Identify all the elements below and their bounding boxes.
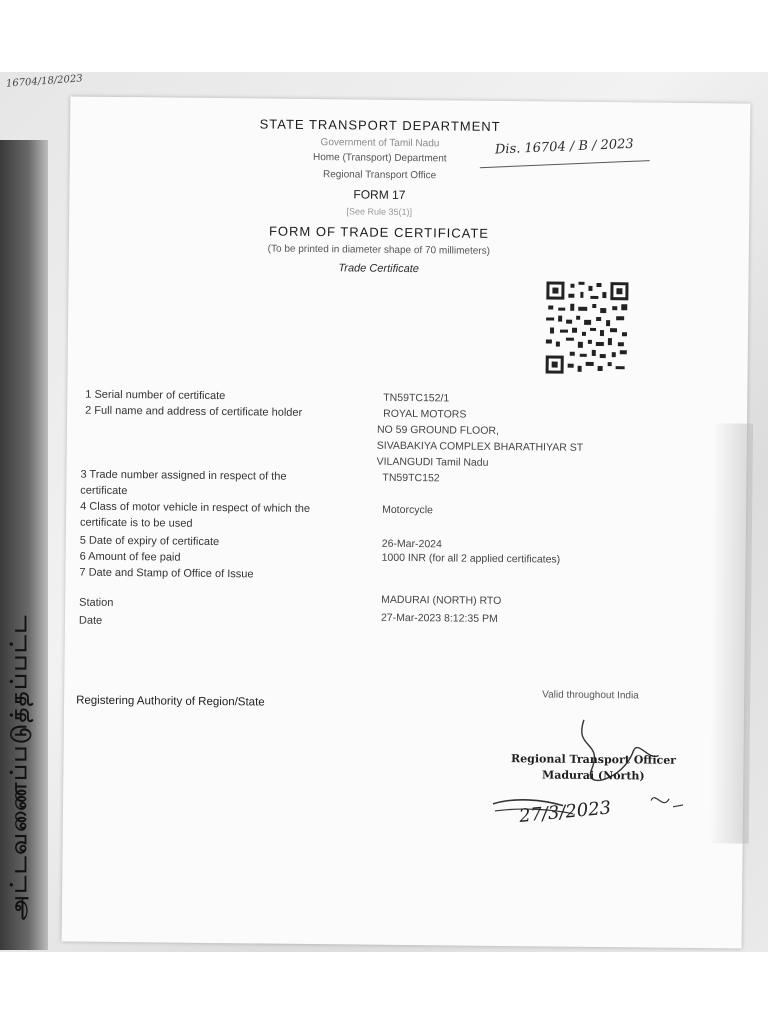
field-value: TN59TC152 — [382, 471, 440, 485]
field-label: 1 Serial number of certificate — [85, 388, 226, 403]
side-strip-text: அட்டவணைப்படுத்தப்பட்ட — [7, 613, 32, 920]
date-value: 27-Mar-2023 8:12:35 PM — [380, 611, 498, 625]
station-value: MADURAI (NORTH) RTO — [381, 593, 502, 608]
field-label: certificate is to be used — [79, 516, 193, 530]
field-label: 6 Amount of fee paid — [79, 550, 181, 564]
home-department-line: Home (Transport) Department — [312, 152, 447, 165]
handwritten-date: 27/3/2023 — [518, 797, 613, 827]
field-value: ROYAL MOTORS — [383, 407, 467, 421]
qr-code — [544, 279, 631, 376]
top-handwritten-note: 16704/18/2023 — [5, 73, 84, 90]
field-value: VILANGUDI Tamil Nadu — [376, 455, 489, 469]
government-line: Government of Tamil Nadu — [320, 137, 440, 150]
field-label: 2 Full name and address of certificate holder — [85, 404, 303, 419]
form-subtitle: (To be printed in diameter shape of 70 millimeters) — [267, 243, 491, 257]
certificate-paper — [62, 96, 751, 948]
valid-text: Valid throughout India — [542, 689, 639, 702]
field-label: 5 Date of expiry of certificate — [79, 534, 220, 549]
date-label: Date — [78, 614, 103, 627]
signature-mark — [482, 709, 694, 871]
rto-stamp-line2: Madurai (North) — [541, 768, 645, 783]
field-label: certificate — [80, 484, 128, 498]
station-label: Station — [79, 596, 114, 609]
field-value: Motorcycle — [382, 503, 433, 517]
field-value: NO 59 GROUND FLOOR, — [376, 423, 499, 437]
office-line: Regional Transport Office — [322, 169, 437, 182]
rule-reference: [See Rule 35(1)] — [346, 206, 413, 218]
field-value: 1000 INR (for all 2 applied certificates) — [381, 551, 561, 566]
field-label: 4 Class of motor vehicle in respect of which the — [80, 500, 311, 515]
registering-authority: Registering Authority of Region/State — [76, 694, 265, 709]
department-heading: STATE TRANSPORT DEPARTMENT — [259, 116, 501, 134]
form-number: FORM 17 — [353, 187, 406, 202]
field-value: SIVABAKIYA COMPLEX BHARATHIYAR ST — [376, 439, 584, 454]
certificate-label: Trade Certificate — [338, 262, 419, 276]
rto-stamp — [503, 751, 683, 785]
field-value: TN59TC152/1 — [383, 391, 450, 405]
field-label: 7 Date and Stamp of Office of Issue — [79, 566, 254, 581]
field-label: 3 Trade number assigned in respect of the — [80, 468, 287, 483]
rto-stamp-line1: Regional Transport Officer — [510, 752, 677, 767]
field-value: 26-Mar-2024 — [381, 537, 442, 551]
handwritten-reference: Dis. 16704 / B / 2023 — [494, 136, 635, 158]
form-title: FORM OF TRADE CERTIFICATE — [268, 223, 490, 241]
